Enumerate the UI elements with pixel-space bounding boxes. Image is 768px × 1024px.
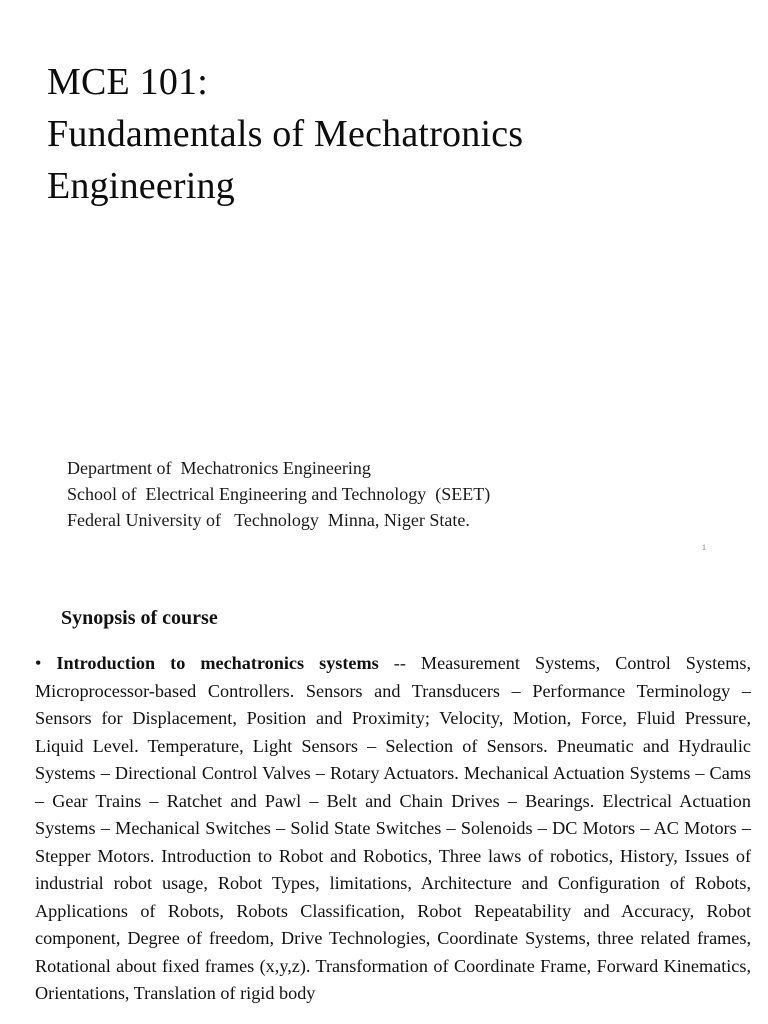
synopsis-paragraph [35, 650, 751, 1008]
synopsis-lead: Introduction to mechatronics systems [56, 653, 379, 673]
course-title-line-1: MCE 101: [47, 61, 209, 103]
synopsis-text: -- Measurement Systems, Control Systems, Microprocessor-based Controllers. Sensors and Transducers – Performance Terminology – Sensors for Displacement, Position and Proximity; Velocity, Motion, Force, Fluid Pressure, Liquid Level. Temperature, Light Sensors – Selection of Sensors. Pneumatic and Hydraulic Systems – Directional Control Valves – Rotary Actuators. Mechanical Actuation Systems – Cams – Gear Trains – Ratchet and Pawl – Belt and Chain Drives – Bearings. Electrical Actuation Systems – Mechanical Switches – Solid State Switches – Solenoids – DC Motors – AC Motors – Stepper Motors. Introduction to Robot and Robotics, Three laws of robotics, History, Issues of industrial robot usage, Robot Types, limitations, Architecture and Configuration of Robots, Applications of Robots, Robots Classification, Robot Repeatability and Accuracy, Robot component, Degree of freedom, Drive Technologies, Coordinate Systems, three related frames, Rotational about fixed frames (x,y,z). Transformation of Coordinate Frame, Forward Kinematics, Orientations, Translation of rigid body [35, 653, 751, 1003]
affiliation-block [67, 455, 490, 533]
page-number: 1 [702, 543, 706, 552]
course-title [47, 56, 523, 212]
course-title-line-2: Fundamentals of Mechatronics [47, 113, 524, 155]
school-line: School of Electrical Engineering and Technology (SEET) [67, 484, 491, 504]
department-line: Department of Mechatronics Engineering [67, 458, 371, 478]
synopsis-heading: Synopsis of course [61, 607, 218, 629]
university-line: Federal University of Technology Minna, Niger State. [67, 510, 470, 530]
synopsis-slide [0, 570, 768, 1024]
bullet-marker: • [35, 653, 42, 673]
course-title-line-3: Engineering [47, 165, 235, 207]
